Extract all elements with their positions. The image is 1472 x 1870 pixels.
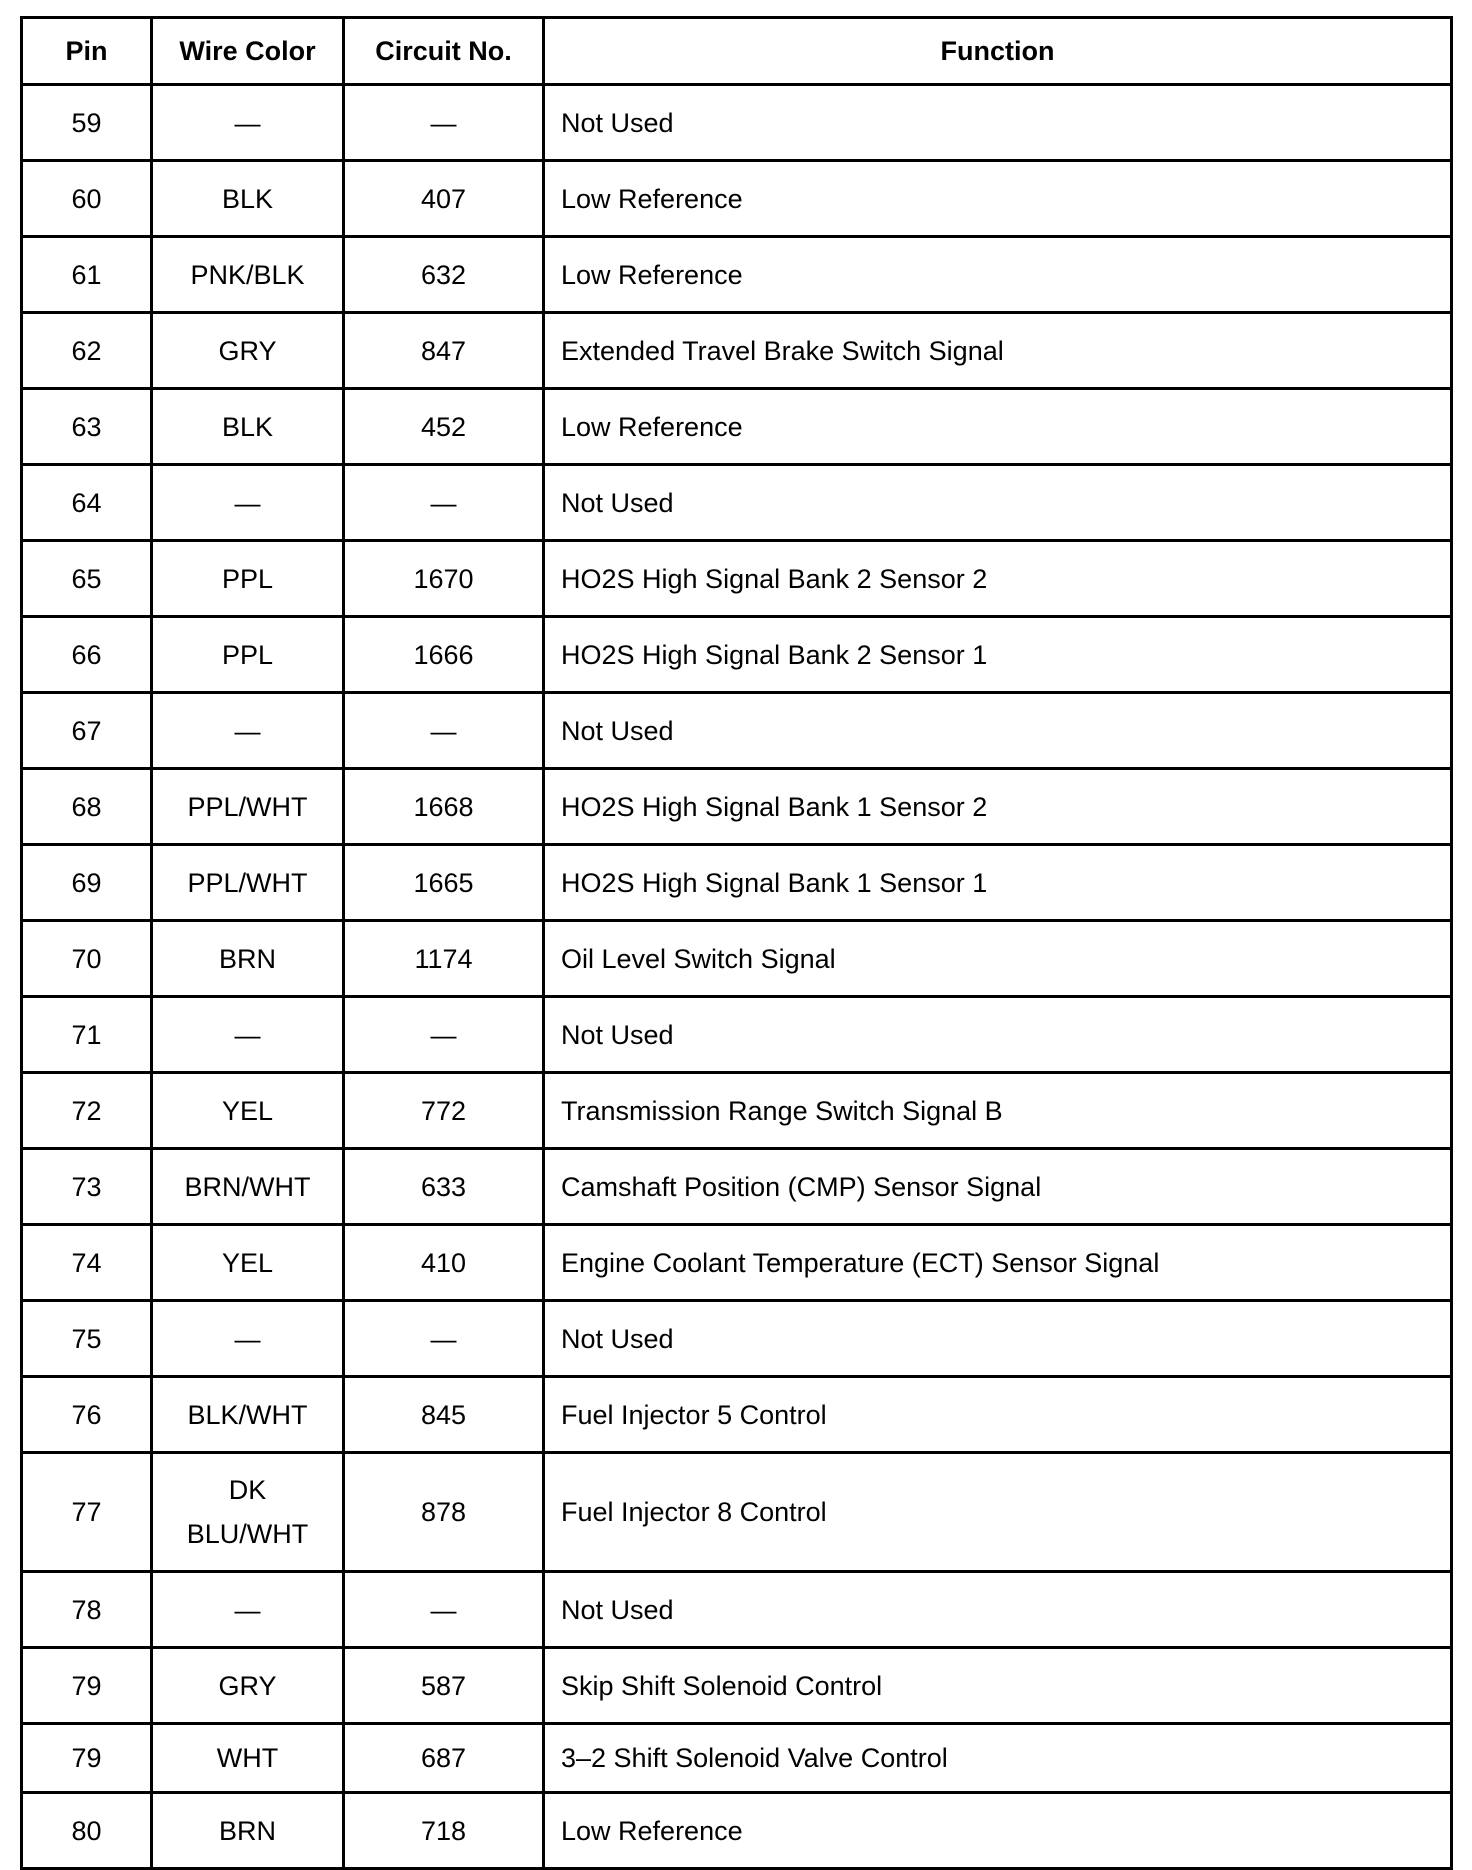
pin-cell: 79: [22, 1724, 152, 1793]
pin-cell: 74: [22, 1225, 152, 1301]
wire-color-cell: BRN: [152, 1793, 344, 1869]
wire-color-value: —: [234, 1594, 261, 1625]
pin-cell: 67: [22, 693, 152, 769]
table-row: [22, 1793, 1452, 1869]
function-cell: Low Reference: [544, 1793, 1452, 1869]
circuit-no-cell: 587: [344, 1648, 544, 1724]
wire-color-value: —: [234, 107, 261, 138]
pin-cell: 69: [22, 845, 152, 921]
function-cell: Fuel Injector 8 Control: [544, 1453, 1452, 1572]
pin-cell: 72: [22, 1073, 152, 1149]
circuit-no-value: —: [430, 715, 457, 746]
circuit-no-value: —: [430, 1019, 457, 1050]
table-row: [22, 85, 1452, 161]
wire-color-cell: [152, 997, 344, 1073]
circuit-no-value: —: [430, 487, 457, 518]
wire-color-cell: GRY: [152, 1648, 344, 1724]
circuit-no-cell: 687: [344, 1724, 544, 1793]
function-cell: Not Used: [544, 1301, 1452, 1377]
circuit-no-value: —: [430, 1323, 457, 1354]
table-row: [22, 541, 1452, 617]
wire-color-cell: GRY: [152, 313, 344, 389]
function-cell: Skip Shift Solenoid Control: [544, 1648, 1452, 1724]
circuit-no-cell: 845: [344, 1377, 544, 1453]
circuit-no-cell: 1174: [344, 921, 544, 997]
function-cell: Fuel Injector 5 Control: [544, 1377, 1452, 1453]
function-cell: Not Used: [544, 465, 1452, 541]
table-row: [22, 1648, 1452, 1724]
circuit-no-cell: [344, 1572, 544, 1648]
wire-color-cell: [152, 1453, 344, 1572]
header-function: Function: [544, 18, 1452, 85]
wire-color-cell: [152, 693, 344, 769]
table-row: [22, 1453, 1452, 1572]
pin-cell: 76: [22, 1377, 152, 1453]
circuit-no-cell: 878: [344, 1453, 544, 1572]
function-cell: Transmission Range Switch Signal B: [544, 1073, 1452, 1149]
wire-color-line: BLU/WHT: [186, 1519, 309, 1549]
circuit-no-cell: 452: [344, 389, 544, 465]
wire-color-cell: [152, 85, 344, 161]
table-row: [22, 1572, 1452, 1648]
function-cell: HO2S High Signal Bank 1 Sensor 2: [544, 769, 1452, 845]
table-row: [22, 1377, 1452, 1453]
table-row: [22, 313, 1452, 389]
circuit-no-cell: 632: [344, 237, 544, 313]
pin-cell: 64: [22, 465, 152, 541]
wire-color-cell: YEL: [152, 1073, 344, 1149]
circuit-no-cell: 1670: [344, 541, 544, 617]
circuit-no-cell: 633: [344, 1149, 544, 1225]
pin-cell: 73: [22, 1149, 152, 1225]
table-row: [22, 921, 1452, 997]
function-cell: Not Used: [544, 997, 1452, 1073]
header-wire-color: Wire Color: [152, 18, 344, 85]
wire-color-value: —: [234, 487, 261, 518]
table-row: [22, 1724, 1452, 1793]
wire-color-value: —: [234, 1019, 261, 1050]
pin-cell: 59: [22, 85, 152, 161]
pin-cell: 62: [22, 313, 152, 389]
function-cell: Engine Coolant Temperature (ECT) Sensor Signal: [544, 1225, 1452, 1301]
wire-color-cell: BRN: [152, 921, 344, 997]
circuit-no-cell: [344, 997, 544, 1073]
table-row: [22, 465, 1452, 541]
pin-cell: 60: [22, 161, 152, 237]
circuit-no-cell: 1666: [344, 617, 544, 693]
circuit-no-cell: [344, 1301, 544, 1377]
function-cell: HO2S High Signal Bank 1 Sensor 1: [544, 845, 1452, 921]
pin-cell: 68: [22, 769, 152, 845]
table-row: [22, 693, 1452, 769]
header-circuit-no: Circuit No.: [344, 18, 544, 85]
table-row: [22, 1149, 1452, 1225]
wire-color-cell: YEL: [152, 1225, 344, 1301]
circuit-no-cell: [344, 85, 544, 161]
wire-color-cell: BLK: [152, 161, 344, 237]
function-cell: HO2S High Signal Bank 2 Sensor 1: [544, 617, 1452, 693]
wire-color-value: —: [234, 715, 261, 746]
pin-cell: 75: [22, 1301, 152, 1377]
wire-color-cell: WHT: [152, 1724, 344, 1793]
function-cell: Camshaft Position (CMP) Sensor Signal: [544, 1149, 1452, 1225]
function-cell: Not Used: [544, 85, 1452, 161]
wire-color-cell: PPL: [152, 617, 344, 693]
circuit-no-cell: 407: [344, 161, 544, 237]
circuit-no-cell: 1668: [344, 769, 544, 845]
pin-cell: 77: [22, 1453, 152, 1572]
wire-color-cell: BLK: [152, 389, 344, 465]
table-row: [22, 845, 1452, 921]
wire-color-cell: PNK/BLK: [152, 237, 344, 313]
table-row: [22, 769, 1452, 845]
circuit-no-cell: 847: [344, 313, 544, 389]
function-cell: Oil Level Switch Signal: [544, 921, 1452, 997]
function-cell: Not Used: [544, 1572, 1452, 1648]
function-cell: HO2S High Signal Bank 2 Sensor 2: [544, 541, 1452, 617]
table-row: [22, 1225, 1452, 1301]
pin-cell: 71: [22, 997, 152, 1073]
table-row: [22, 617, 1452, 693]
wire-color-cell: [152, 1301, 344, 1377]
wire-color-cell: PPL/WHT: [152, 769, 344, 845]
wire-color-cell: [152, 465, 344, 541]
circuit-no-cell: 1665: [344, 845, 544, 921]
function-cell: Low Reference: [544, 389, 1452, 465]
header-pin: Pin: [22, 18, 152, 85]
function-cell: Low Reference: [544, 237, 1452, 313]
function-cell: Not Used: [544, 693, 1452, 769]
pin-cell: 79: [22, 1648, 152, 1724]
circuit-no-cell: [344, 693, 544, 769]
table-row: [22, 997, 1452, 1073]
table-row: [22, 1073, 1452, 1149]
function-cell: Low Reference: [544, 161, 1452, 237]
wire-color-cell: BLK/WHT: [152, 1377, 344, 1453]
table-row: [22, 161, 1452, 237]
pin-cell: 78: [22, 1572, 152, 1648]
wire-color-line: DK: [228, 1475, 267, 1505]
circuit-no-value: —: [430, 107, 457, 138]
wire-color-cell: PPL/WHT: [152, 845, 344, 921]
circuit-no-cell: 772: [344, 1073, 544, 1149]
pin-cell: 61: [22, 237, 152, 313]
wire-color-cell: [152, 1572, 344, 1648]
table-row: [22, 1301, 1452, 1377]
pin-cell: 70: [22, 921, 152, 997]
pin-cell: 80: [22, 1793, 152, 1869]
wire-color-value: —: [234, 1323, 261, 1354]
table-row: [22, 237, 1452, 313]
pin-table: [20, 16, 1453, 1870]
circuit-no-cell: 410: [344, 1225, 544, 1301]
wire-color-cell: BRN/WHT: [152, 1149, 344, 1225]
circuit-no-value: —: [430, 1594, 457, 1625]
pin-cell: 65: [22, 541, 152, 617]
table-row: [22, 389, 1452, 465]
pin-cell: 63: [22, 389, 152, 465]
function-cell: 3–2 Shift Solenoid Valve Control: [544, 1724, 1452, 1793]
wire-color-cell: PPL: [152, 541, 344, 617]
circuit-no-cell: 718: [344, 1793, 544, 1869]
pin-cell: 66: [22, 617, 152, 693]
circuit-no-cell: [344, 465, 544, 541]
function-cell: Extended Travel Brake Switch Signal: [544, 313, 1452, 389]
header-row: [22, 18, 1452, 85]
